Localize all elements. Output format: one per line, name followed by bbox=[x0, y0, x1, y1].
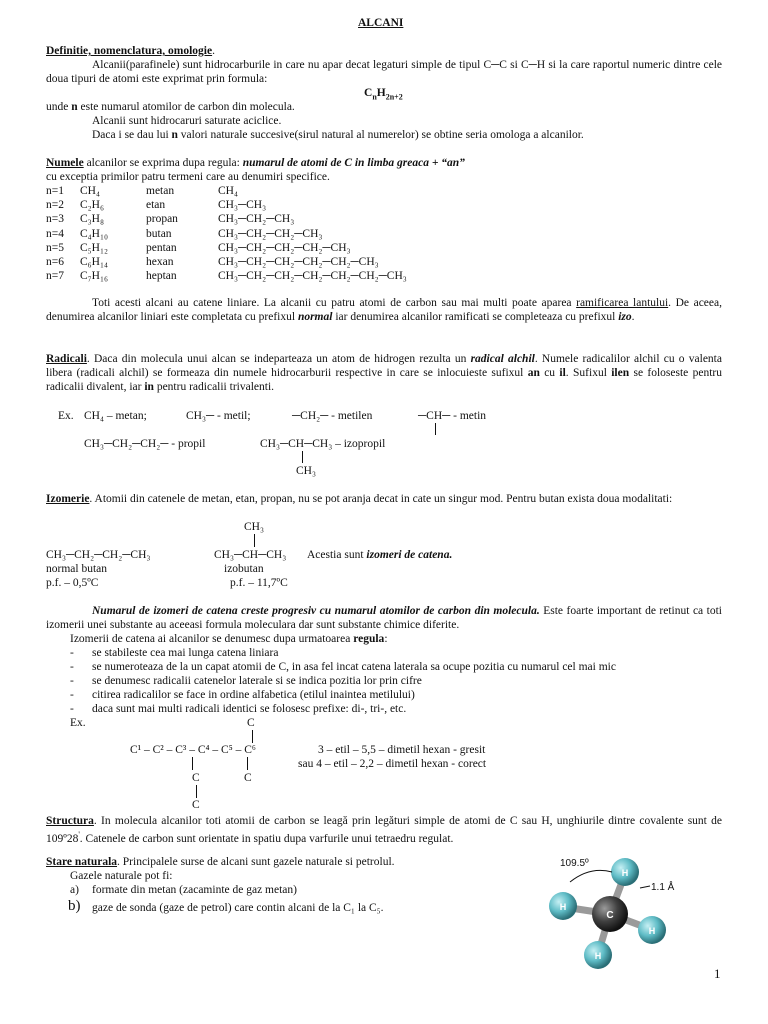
names-table-alkane-name: metan bbox=[146, 185, 175, 197]
isomerism-heading: Izomerie bbox=[46, 493, 90, 505]
page-title: ALCANI bbox=[358, 17, 404, 29]
names-table-index: n=2 bbox=[46, 199, 64, 212]
names-table-structural-formula: CH₃─CH₂─CH₂─CH₃ bbox=[218, 227, 323, 240]
c3-branch-carbon: C bbox=[192, 772, 200, 784]
naming-rule-item: citirea radicalilor se face in ordine alfabetica (etilul inaintea metilului) bbox=[92, 689, 415, 701]
n-butane-formula: CH₃─CH₂─CH₂─CH₃ bbox=[46, 549, 151, 561]
radicals-heading: Radicali bbox=[46, 353, 87, 365]
izopropil-bond bbox=[302, 451, 303, 463]
hydrogen-label: H bbox=[559, 902, 567, 912]
names-table-index: n=7 bbox=[46, 270, 64, 283]
rule-bullet: - bbox=[70, 647, 74, 659]
general-formula: $C_nH_{2n+2}$ bbox=[364, 87, 403, 102]
hydrogen-label: H bbox=[621, 868, 629, 878]
names-table-alkane-name: hexan bbox=[146, 256, 174, 268]
n-butane-label: normal butan bbox=[46, 563, 107, 575]
hydrogen-label: H bbox=[594, 951, 602, 961]
naming-rule-item: se denumesc radicalii catenelor laterale si se indica pozitia lor prin cifre bbox=[92, 675, 422, 687]
radical-metilen: ─CH₂─ - metilen bbox=[292, 410, 373, 422]
names-heading: Numele bbox=[46, 157, 84, 169]
names-table-index: n=6 bbox=[46, 256, 64, 268]
hydrogen-label: H bbox=[648, 926, 656, 936]
names-table-structural-formula: CH₃─CH₂─CH₂─CH₂─CH₃ bbox=[218, 241, 351, 254]
names-table-molecular-formula: CH₄ bbox=[80, 185, 100, 197]
bond-length-label: 1.1 Å bbox=[651, 882, 675, 893]
names-table-index: n=3 bbox=[46, 213, 64, 226]
names-table-index: n=5 bbox=[46, 241, 64, 254]
names-table-molecular-formula: C₃H₈ bbox=[80, 213, 104, 226]
natural-state-heading: Stare naturala bbox=[46, 856, 118, 868]
radical-metan: CH₄ – metan; bbox=[84, 410, 147, 422]
bond-length-line bbox=[640, 886, 650, 888]
radicals-paragraph: Radicali. Daca din molecula unui alcan se indeparteaza un atom de hidrogen rezulta un radical alchil. Numele radicalilor alchil cu o valenta libera (radicali alchil) se formeaza din numele hidrocarburii respective in care se inlocuieste sufixul an cu il. Sufixul ilen se foloseste pentru radicalii divalent, iar in pentru radicalii trivalenti. bbox=[46, 353, 723, 393]
homolog-note: Daca i se dau lui n valori naturale succesive(sirul natural al numerelor) se obtine seria omologa a alcanilor. bbox=[92, 129, 584, 141]
ethyl-bond bbox=[196, 785, 197, 798]
top-bond bbox=[252, 730, 253, 743]
names-table-molecular-formula: C₄H₁₀ bbox=[80, 227, 109, 240]
rule-bullet: - bbox=[70, 675, 74, 687]
names-table-structural-formula: CH₄ bbox=[218, 185, 238, 197]
list-item-b: gaze de sonda (gaze de petrol) care contin alcani de la C₁ la C₅. bbox=[92, 902, 384, 914]
radical-metil: CH₃─ - metil; bbox=[186, 410, 251, 422]
names-table-index: n=4 bbox=[46, 227, 64, 240]
rule-bullet: - bbox=[70, 661, 74, 673]
isomerism-paragraph: Izomerie. Atomii din catenele de metan, etan, propan, nu se pot aranja decat in cate un singur mod. Pentru butan exista doua modalitati: bbox=[46, 493, 673, 505]
c5-bond bbox=[247, 757, 248, 770]
isomer-ex-label: Ex. bbox=[70, 717, 86, 729]
names-rule: Numele alcanilor se exprima dupa regula: numarul de atomi de C in limba greaca + “an” bbox=[46, 157, 465, 169]
n-butane-bp: p.f. – 0,5ºC bbox=[46, 577, 99, 589]
natural-state-line: Stare naturala. Principalele surse de alcani sunt gazele naturale si petrolul. bbox=[46, 856, 395, 868]
names-table-index: n=1 bbox=[46, 185, 64, 197]
list-label-a: a) bbox=[70, 884, 79, 896]
carbon-chain: C¹ – C² – C³ – C⁴ – C⁵ – C⁶ bbox=[130, 744, 256, 756]
names-table-structural-formula: CH₃─CH₂─CH₂─CH₂─CH₂─CH₂─CH₃ bbox=[218, 270, 407, 283]
names-table-alkane-name: propan bbox=[146, 213, 178, 226]
bond-angle-label: 109.5º bbox=[560, 858, 589, 869]
radical-metin: ─CH─ - metin bbox=[418, 410, 487, 422]
names-table-alkane-name: heptan bbox=[146, 270, 177, 283]
c5-branch-carbon: C bbox=[244, 772, 252, 784]
methane-molecule-image bbox=[540, 852, 700, 977]
isobutane-bond bbox=[254, 534, 255, 547]
structure-paragraph: Structura. In molecula alcanilor toti atomii de carbon se leagă prin legături simple de atomi de C sau H, unghiurile dintre covalente sunt de 109º28'. Catenele de carbon sunt orientate in spatiu dupa varfurile unui tetraedru regulat. bbox=[46, 815, 722, 845]
naming-rule-item: se numeroteaza de la un capat atomii de C, in asa fel incat catena laterala sa ocupe pozitia cu numarul cel mai mic bbox=[92, 661, 616, 673]
names-exception: cu exceptia primilor patru termeni care au denumiri specifice. bbox=[46, 171, 330, 183]
formula-explanation: unde n este numarul atomilor de carbon din molecula. bbox=[46, 101, 295, 113]
isobutane-bp: p.f. – 11,7ºC bbox=[230, 577, 288, 589]
naming-rule-item: se stabileste cea mai lunga catena liniara bbox=[92, 647, 279, 659]
izopropil-branch: CH₃ bbox=[296, 465, 316, 477]
metin-bond bbox=[435, 423, 436, 435]
chain-isomers-note: Acestia sunt izomeri de catena. bbox=[307, 549, 453, 561]
names-table-alkane-name: pentan bbox=[146, 241, 177, 254]
saturated-note: Alcanii sunt hidrocaruri saturate aciclice. bbox=[92, 115, 282, 127]
radical-izopropil: CH₃─CH─CH₃ – izopropil bbox=[260, 438, 386, 450]
names-table-structural-formula: CH₃─CH₂─CH₂─CH₂─CH₂─CH₃ bbox=[218, 256, 379, 268]
definition-heading: Definitie, nomenclatura, omologie bbox=[46, 45, 213, 57]
rule-bullet: - bbox=[70, 689, 74, 701]
angle-arc bbox=[570, 870, 612, 882]
rule-bullet: - bbox=[70, 703, 74, 715]
isomer-count-paragraph: Numarul de izomeri de catena creste progresiv cu numarul atomilor de carbon din molecula. Este foarte important de retinut ca toti izomerii unei substante au aceeasi formula moleculara dar sunt substante chimice diferite. bbox=[46, 605, 722, 631]
radicals-ex-label: Ex. bbox=[58, 410, 74, 422]
names-table-alkane-name: etan bbox=[146, 199, 166, 212]
chain-paragraph: Toti acesti alcani au catene liniare. La alcanii cu patru atomi de carbon sau mai multi poate aparea ramificarea lantului. De aceea, denumirea alcanilor liniari este completata cu prefixul normal iar denumirea alcanilor ramificati se completeaza cu prefixul izo. bbox=[46, 297, 722, 323]
names-table-molecular-formula: C₅H₁₂ bbox=[80, 241, 109, 254]
name-wrong: 3 – etil – 5,5 – dimetil hexan - gresit bbox=[318, 744, 486, 756]
ethyl-end-carbon: C bbox=[192, 799, 200, 811]
names-table-structural-formula: CH₃─CH₃ bbox=[218, 199, 267, 212]
isobutane-label: izobutan bbox=[224, 563, 264, 575]
page-number: 1 bbox=[714, 966, 721, 981]
chain-top-carbon: C bbox=[247, 717, 255, 729]
radical-propil: CH₃─CH₂─CH₂─ - propil bbox=[84, 438, 206, 450]
list-item-a: formate din metan (zacaminte de gaz metan) bbox=[92, 884, 297, 896]
list-label-b: b) bbox=[68, 898, 81, 914]
names-table-structural-formula: CH₃─CH₂─CH₃ bbox=[218, 213, 295, 226]
naming-rule-item: daca sunt mai multi radicali identici se folosesc prefixe: di-, tri-, etc. bbox=[92, 703, 407, 715]
carbon-label: C bbox=[606, 910, 614, 921]
definition-section: Definitie, nomenclatura, omologie. bbox=[46, 45, 215, 57]
isobutane-formula: CH₃─CH─CH₃ bbox=[214, 549, 287, 561]
names-table-alkane-name: butan bbox=[146, 227, 172, 240]
names-table-molecular-formula: C₂H₆ bbox=[80, 199, 104, 212]
natural-gas-intro: Gazele naturale pot fi: bbox=[70, 870, 173, 882]
naming-rule-intro: Izomerii de catena ai alcanilor se denumesc dupa urmatoarea regula: bbox=[70, 633, 388, 645]
name-correct: sau 4 – etil – 2,2 – dimetil hexan - corect bbox=[298, 758, 487, 770]
definition-paragraph: Alcanii(parafinele) sunt hidrocarburile in care nu apar decat legaturi simple de tipul C─C si C─H si la care raportul numeric dintre cele doua tipuri de atomi este exprimat prin formula: bbox=[46, 59, 722, 85]
c3-bond bbox=[192, 757, 193, 770]
isobutane-branch: CH₃ bbox=[244, 521, 264, 533]
structure-heading: Structura bbox=[46, 815, 94, 827]
names-table-molecular-formula: C₇H₁₆ bbox=[80, 270, 109, 283]
names-table-molecular-formula: C₆H₁₄ bbox=[80, 256, 109, 268]
